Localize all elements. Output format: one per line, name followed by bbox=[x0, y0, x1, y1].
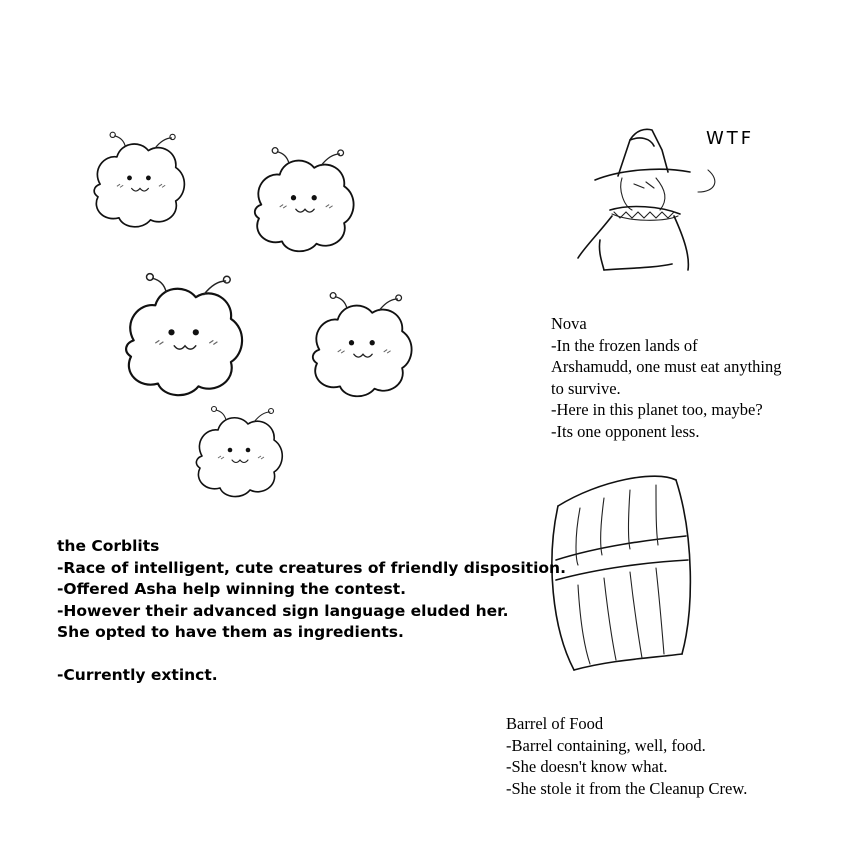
nova-speech-text: WTF bbox=[706, 128, 755, 149]
barrel-line-3: -She stole it from the Cleanup Crew. bbox=[506, 778, 748, 798]
nova-line-4: -Here in this planet too, maybe? bbox=[551, 400, 763, 419]
corblit-creature-2 bbox=[255, 148, 354, 252]
corblit-creature-4 bbox=[313, 293, 412, 397]
nova-description bbox=[551, 313, 782, 442]
barrel-line-1: -Barrel containing, well, food. bbox=[506, 735, 706, 755]
corblit-creature-5 bbox=[196, 407, 282, 497]
corblits-line-3: -However their advanced sign language eluded her. bbox=[57, 601, 509, 620]
nova-speech bbox=[706, 128, 754, 150]
nova-title: Nova bbox=[551, 314, 587, 333]
barrel-title: Barrel of Food bbox=[506, 714, 604, 733]
barrel-line-2: -She doesn't know what. bbox=[506, 757, 668, 776]
nova-line-1: -In the frozen lands of bbox=[551, 335, 698, 355]
nova-character-sketch bbox=[578, 129, 715, 270]
corblits-description bbox=[57, 536, 566, 687]
barrel-description bbox=[506, 713, 747, 799]
nova-line-3: to survive. bbox=[551, 378, 621, 398]
barrel-sketch bbox=[552, 476, 690, 670]
corblit-creature-1 bbox=[94, 132, 184, 227]
nova-line-2: Arshamudd, one must eat anything bbox=[551, 357, 782, 376]
corblits-line-4: She opted to have them as ingredients. bbox=[57, 623, 404, 641]
nova-line-5: -Its one opponent less. bbox=[551, 421, 700, 441]
corblits-line-1: -Race of intelligent, cute creatures of friendly disposition. bbox=[57, 558, 566, 577]
corblits-line-2: -Offered Asha help winning the contest. bbox=[57, 580, 406, 598]
corblit-creature-3 bbox=[126, 274, 242, 396]
corblits-line-6: -Currently extinct. bbox=[57, 666, 218, 684]
corblits-line-5 bbox=[57, 644, 566, 666]
corblits-title: the Corblits bbox=[57, 537, 160, 555]
